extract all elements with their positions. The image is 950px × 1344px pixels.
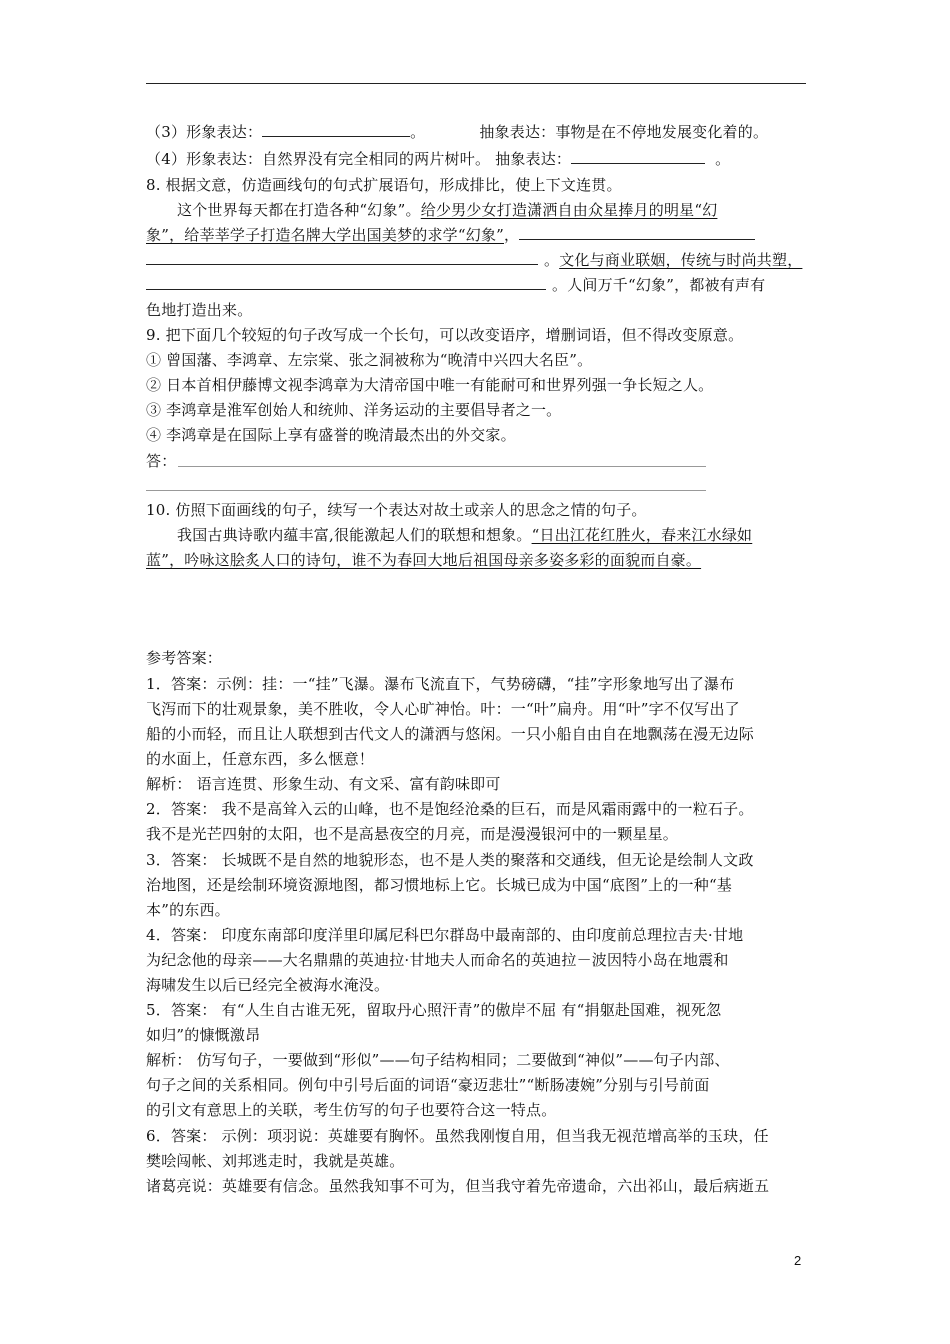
answer-line: 3．答案： 长城既不是自然的地貌形态，也不是人类的聚落和交通线，但无论是绘制人文政 (146, 851, 754, 869)
answer-line[interactable] (146, 490, 706, 491)
answer-blank[interactable] (146, 248, 538, 265)
q9-item-4: ④ 李鸿章是在国际上享有盛誉的晚清最杰出的外交家。 (146, 426, 516, 444)
page-number: 2 (794, 1253, 802, 1268)
q9-question: 9. 把下面几个较短的句子改写成一个长句，可以改变语序，增删词语，但不得改变原意。 (146, 326, 744, 344)
answer-line: 的水面上，任意东西，多么惬意！ (146, 750, 375, 768)
q10-paragraph-line-2: 蓝”，吟咏这脍炙人口的诗句，谁不为春回大地后祖国母亲多姿多彩的面貌而自豪。 (146, 551, 702, 569)
answer-line: 飞泻而下的壮观景象，美不胜收，令人心旷神怡。叶：一“叶”扁舟。用“叶”字不仅写出了 (146, 700, 740, 718)
q7-item-3: （3）形象表达： 。 抽象表达：事物是在不停地发展变化着的。 (146, 120, 768, 144)
q8-paragraph-line-2: 象”，给莘莘学子打造名牌大学出国美梦的求学“幻象”， (146, 223, 755, 247)
answer-line: 4．答案： 印度东南部印度洋里印属尼科巴尔群岛中最南部的、由印度前总理拉吉夫·甘地 (146, 926, 744, 944)
q7-item-4: （4）形象表达：自然界没有完全相同的两片树叶。 抽象表达： 。 (146, 147, 730, 171)
q10-paragraph-line-1: 我国古典诗歌内蕴丰富,很能激起人们的联想和想象。“日出江花红胜火，春来江水绿如 (177, 526, 753, 544)
header-rule (146, 83, 806, 84)
q9-item-3: ③ 李鸿章是淮军创始人和统帅、洋务运动的主要倡导者之一。 (146, 401, 562, 419)
answer-line: 治地图，还是绘制环境资源地图，都习惯地标上它。长城已成为中国“底图”上的一种“基 (146, 876, 733, 894)
answer-blank[interactable] (571, 147, 705, 164)
q9-item-2: ② 日本首相伊藤博文视李鸿章为大清帝国中唯一有能耐可和世界列强一争长短之人。 (146, 376, 714, 394)
q9-answer-label: 答： (146, 452, 177, 470)
q8-question: 8. 根据文意，仿造画线句的句式扩展语句，形成排比，使上下文连贯。 (146, 176, 622, 194)
q8-paragraph-line-1: 这个世界每天都在打造各种“幻象”。给少男少女打造潇洒自由众星捧月的明星“幻 (177, 201, 718, 219)
answer-line: 5．答案： 有“人生自古谁无死，留取丹心照汗青”的傲岸不屈 有“捐躯赴国难，视死忽 (146, 1001, 722, 1019)
answer-line: 1．答案：示例：挂：一“挂”飞瀑。瀑布飞流直下，气势磅礴，“挂”字形象地写出了瀑布 (146, 675, 735, 693)
q10-question: 10. 仿照下面画线的句子，续写一个表达对故土或亲人的思念之情的句子。 (146, 501, 647, 519)
q8-paragraph-line-3: 。文化与商业联姻，传统与时尚共塑， (146, 248, 802, 272)
answer-line: 我不是光芒四射的太阳，也不是高悬夜空的月亮，而是漫漫银河中的一颗星星。 (146, 825, 679, 843)
answer-line: 6．答案： 示例：项羽说：英雄要有胸怀。虽然我刚愎自用，但当我无视范增高举的玉玦，任 (146, 1127, 769, 1145)
answer-line[interactable] (178, 466, 706, 467)
answer-blank[interactable] (519, 223, 755, 240)
answer-line: 海啸发生以后已经完全被海水淹没。 (146, 976, 390, 994)
answer-line: 诸葛亮说：英雄要有信念。虽然我知事不可为，但当我守着先帝遗命，六出祁山，最后病逝五 (146, 1177, 770, 1195)
q9-item-1: ① 曾国藩、李鸿章、左宗棠、张之洞被称为“晚清中兴四大名臣”。 (146, 351, 593, 369)
answer-blank[interactable] (146, 273, 546, 290)
answer-line: 船的小而轻，而且让人联想到古代文人的潇洒与悠闲。一只小船自由自在地飘荡在漫无边际 (146, 725, 755, 743)
answer-line: 为纪念他的母亲——大名鼎鼎的英迪拉·甘地夫人而命名的英迪拉－波因特小岛在地震和 (146, 951, 729, 969)
answer-line: 解析： 仿写句子，一要做到“形似”——句子结构相同；二要做到“神似”——句子内部、 (146, 1051, 730, 1069)
answer-line: 本”的东西。 (146, 901, 230, 919)
q8-paragraph-line-5: 色地打造出来。 (146, 301, 253, 319)
q8-paragraph-line-4: 。人间万千“幻象”，都被有声有 (146, 273, 765, 297)
answers-heading: 参考答案： (146, 649, 223, 667)
answer-line: 樊哙闯帐、刘邦逃走时，我就是英雄。 (146, 1152, 405, 1170)
answer-line: 如归”的慷慨激昂 (146, 1026, 261, 1044)
answer-line: 2．答案： 我不是高耸入云的山峰，也不是饱经沧桑的巨石，而是风霜雨露中的一粒石子。 (146, 800, 754, 818)
answer-line: 的引文有意思上的关联，考生仿写的句子也要符合这一特点。 (146, 1101, 557, 1119)
answer-blank[interactable] (262, 120, 410, 137)
answer-line: 解析： 语言连贯、形象生动、有文采、富有韵味即可 (146, 775, 501, 793)
answer-line: 句子之间的关系相同。例句中引号后面的词语“豪迈悲壮”“断肠凄婉”分别与引号前面 (146, 1076, 710, 1094)
